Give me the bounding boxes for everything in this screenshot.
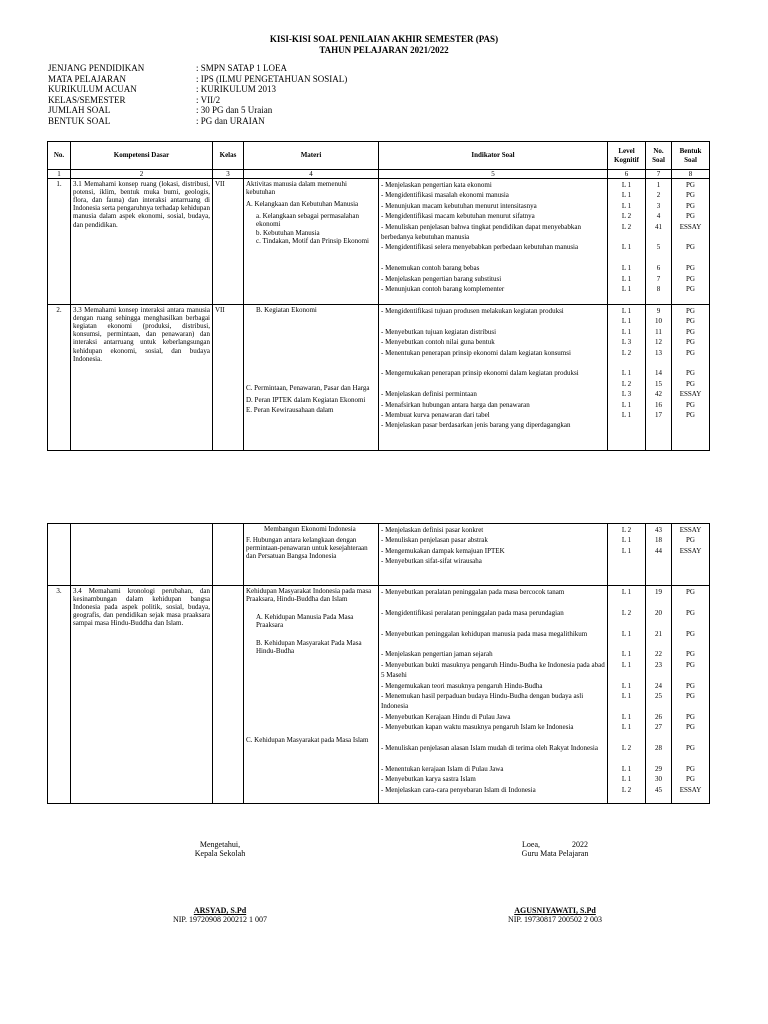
signature-name: ARSYAD, S.Pd	[193, 906, 247, 915]
level-item: L 1	[621, 191, 632, 200]
indikator-list	[379, 179, 608, 305]
level-item: L 1	[621, 400, 632, 409]
header-no-soal: No. Soal	[646, 142, 672, 170]
meta-value: : IPS (ILMU PENGETAHUAN SOSIAL)	[196, 73, 348, 84]
level-item: L 1	[621, 764, 632, 773]
materi-item: A. Kehidupan Manusia Pada Masa Praaksara	[256, 613, 354, 630]
indikator-item: - Menjelaskan pengertian barang substitusi	[381, 274, 502, 283]
nomor-item: 41	[655, 222, 662, 231]
level-item: L 2	[621, 743, 632, 752]
materi-item: c. Tindakan, Motif dan Prinsip Ekonomi	[256, 236, 369, 245]
nomor-item: 42	[655, 390, 662, 399]
materi	[244, 179, 379, 305]
col-number: 6	[608, 170, 646, 179]
level-item: L 1	[621, 307, 632, 316]
indikator-list	[379, 305, 608, 451]
materi-item: D. Peran IPTEK dalam Kegiatan Ekonomi	[246, 396, 366, 405]
materi	[244, 586, 379, 804]
nomor-item: 7	[656, 274, 661, 283]
signature-nip: NIP. 19720908 200212 1 007	[172, 915, 267, 924]
materi-item: C. Permintaan, Penawaran, Pasar dan Harga	[246, 384, 370, 393]
nomor-item: 23	[655, 660, 662, 669]
level-item: L 2	[621, 212, 632, 221]
nomor-item: 20	[655, 608, 662, 617]
level-item: L 1	[621, 588, 632, 596]
level-item: L 1	[621, 546, 632, 555]
bentuk-item: PG	[686, 775, 695, 784]
signature-line2: Guru Mata Pelajaran	[521, 849, 589, 858]
bentuk-item: PG	[686, 764, 695, 773]
indikator-item: - Menjelaskan cara-cara penyebaran Islam di Indonesia	[381, 785, 536, 794]
meta-value: : KURIKULUM 2013	[196, 84, 276, 95]
identity-block	[48, 63, 347, 127]
meta-label: JUMLAH SOAL	[48, 105, 111, 116]
nomor-item: 10	[655, 317, 662, 326]
materi-item: C. Kehidupan Masyarakat pada Masa Islam	[246, 735, 369, 744]
nomor-list	[646, 305, 672, 451]
meta-label: BENTUK SOAL	[48, 115, 111, 126]
bentuk-item: PG	[686, 660, 695, 669]
bentuk-item: ESSAY	[679, 546, 702, 555]
indikator-item: - Menemukan hasil perpaduan budaya Hindu-Budha dengan budaya asli Indonesia	[381, 691, 584, 711]
level-item: L 1	[621, 681, 632, 690]
bentuk-item: PG	[686, 629, 695, 638]
level-item: L 2	[621, 348, 632, 357]
indikator-item: - Mengidentifikasi tujuan produsen melakukan kegiatan produksi	[381, 307, 564, 316]
indikator-item: - Menyebutkan peralatan peninggalan pada masa bercocok tanam	[381, 588, 565, 596]
nomor-item: 1	[656, 181, 661, 190]
bentuk-item: PG	[686, 650, 695, 659]
indikator-item: - Menemukan contoh barang bebas	[381, 264, 480, 273]
level-item: L 1	[621, 691, 632, 700]
header-level: Level Kognitif	[608, 142, 646, 170]
level-item: L 2	[621, 222, 632, 231]
nomor-item: 21	[655, 629, 662, 638]
materi-item: A. Kelangkaan dan Kebutuhan Manusia	[246, 200, 359, 209]
bentuk-item: ESSAY	[679, 390, 702, 399]
materi-item: B. Kegiatan Ekonomi	[256, 306, 317, 315]
nomor-item: 28	[655, 743, 662, 752]
bentuk-item: PG	[686, 274, 695, 283]
indikator-item: - Mengemukakan teori masuknya pengaruh Hindu-Budha	[381, 681, 543, 690]
nomor-list	[646, 179, 672, 305]
bentuk-item: PG	[686, 723, 695, 732]
level-list	[608, 305, 646, 451]
grid-table-page-1	[47, 141, 710, 451]
indikator-item: - Menyebutkan sifat-sifat wirausaha	[381, 557, 482, 566]
materi-item: F. Hubungan antara kelangkaan dengan permintaan-penawaran untuk kesejahteraan dan Persatuan Bangsa Indonesia	[246, 536, 368, 561]
kompetensi-dasar	[71, 524, 213, 586]
bentuk-item: PG	[686, 588, 695, 596]
materi-item: Aktivitas manusia dalam memenuhi kebutuhan	[246, 180, 347, 197]
level-item: L 1	[621, 327, 632, 336]
nomor-item: 30	[655, 775, 662, 784]
level-item: L 3	[621, 338, 632, 347]
bentuk-item: ESSAY	[679, 526, 702, 534]
header-kompetensi: Kompetensi Dasar	[71, 142, 213, 170]
level-item: L 1	[621, 317, 632, 326]
bentuk-item: PG	[686, 348, 695, 357]
indikator-list	[379, 586, 608, 804]
meta-label: MATA PELAJARAN	[48, 73, 127, 84]
indikator-list	[379, 524, 608, 586]
bentuk-item: PG	[686, 243, 695, 252]
nomor-item: 11	[655, 327, 662, 336]
bentuk-item: PG	[686, 201, 695, 210]
meta-label: KELAS/SEMESTER	[48, 94, 126, 105]
col-number: 8	[672, 170, 710, 179]
indikator-item: - Mengidentifikasi masalah ekonomi manusia	[381, 191, 509, 200]
bentuk-item: PG	[686, 369, 695, 378]
bentuk-item: PG	[686, 264, 695, 273]
level-item: L 1	[621, 660, 632, 669]
nomor-list	[646, 524, 672, 586]
kelas: VII	[213, 179, 244, 305]
nomor-item: 14	[655, 369, 662, 378]
kompetensi-dasar: 3.1 Memahami konsep ruang (lokasi, distribusi, potensi, iklim, bentuk muka bumi, geologis, flora, dan fauna) dan interaksi antarruang di Indonesia serta pengaruhnya terhadap kehidupan manusia dalam aspek ekonomi, sosial, budaya, dan pendidikan.	[71, 179, 213, 305]
level-item: L 1	[621, 775, 632, 784]
signature-line2: Kepala Sekolah	[194, 849, 246, 858]
nomor-item: 24	[655, 681, 662, 690]
bentuk-item: PG	[686, 712, 695, 721]
col-number: 4	[244, 170, 379, 179]
nomor-item: 29	[655, 764, 662, 773]
kelas	[213, 524, 244, 586]
meta-label: KURIKULUM ACUAN	[48, 84, 137, 95]
row-no: 1.	[48, 179, 71, 305]
nomor-item: 16	[655, 400, 662, 409]
level-item: L 2	[621, 526, 632, 534]
header-bentuk: Bentuk Soal	[672, 142, 710, 170]
meta-value: : PG dan URAIAN	[196, 115, 265, 126]
nomor-item: 2	[656, 191, 661, 200]
header-no: No.	[48, 142, 71, 170]
col-number: 3	[213, 170, 244, 179]
level-item: L 1	[621, 723, 632, 732]
row-no: 3.	[48, 586, 71, 804]
signature-nip: NIP. 19730817 200502 2 003	[507, 915, 602, 924]
header-indikator: Indikator Soal	[379, 142, 608, 170]
bentuk-item: PG	[686, 400, 695, 409]
bentuk-item: PG	[686, 743, 695, 752]
indikator-item: - Mengemukakan penerapan prinsip ekonomi dalam kegiatan produksi	[381, 369, 579, 378]
nomor-item: 18	[655, 536, 662, 545]
indikator-item: - Menyebutkan Kerajaan Hindu di Pulau Jawa	[381, 712, 511, 721]
bentuk-item: PG	[686, 379, 695, 388]
nomor-item: 43	[655, 526, 662, 534]
indikator-item: - Menyebutkan bukti masuknya pengaruh Hindu-Budha ke Indonesia pada abad 5 Masehi	[381, 660, 605, 680]
bentuk-item: PG	[686, 317, 695, 326]
signature-line1: Loea, 2022	[522, 840, 588, 849]
level-list	[608, 524, 646, 586]
bentuk-item: PG	[686, 608, 695, 617]
table-row	[48, 586, 710, 804]
indikator-item: - Mengemukakan dampak kemajuan IPTEK	[381, 546, 505, 555]
bentuk-item: PG	[686, 338, 695, 347]
meta-value: : 30 PG dan 5 Uraian	[196, 105, 273, 116]
indikator-item: - Menjelaskan pengertian kata ekonomi	[381, 181, 492, 190]
bentuk-item: ESSAY	[679, 222, 702, 231]
signature-headmaster	[150, 840, 290, 924]
col-number: 5	[379, 170, 608, 179]
nomor-item: 17	[655, 411, 662, 420]
nomor-item: 5	[656, 243, 661, 252]
indikator-item: - Menyebutkan tujuan kegiatan distribusi	[381, 327, 497, 336]
nomor-item: 45	[655, 785, 662, 794]
level-item: L 1	[621, 629, 632, 638]
indikator-item: - Menjelaskan pasar berdasarkan jenis barang yang diperdagangkan	[381, 421, 571, 430]
nomor-list	[646, 586, 672, 804]
nomor-item: 19	[655, 588, 662, 596]
indikator-item: - Mengidentifikasi macam kebutuhan menurut sifatnya	[381, 212, 535, 221]
indikator-item: - Menuliskan penjelasan bahwa tingkat pendidikan dapat menyebabkan berbedanya kebutuhan manusia	[381, 222, 582, 242]
row-no	[48, 524, 71, 586]
nomor-item: 27	[655, 723, 662, 732]
col-number: 7	[646, 170, 672, 179]
indikator-item: - Menyebutkan karya sastra Islam	[381, 775, 476, 784]
document-subtitle: TAHUN PELAJARAN 2021/2022	[319, 45, 449, 55]
nomor-item: 4	[656, 212, 661, 221]
bentuk-item: PG	[686, 212, 695, 221]
nomor-item: 13	[655, 348, 662, 357]
bentuk-item: PG	[686, 681, 695, 690]
header-kelas: Kelas	[213, 142, 244, 170]
bentuk-item: PG	[686, 327, 695, 336]
level-item: L 2	[621, 608, 632, 617]
bentuk-item: PG	[686, 181, 695, 190]
level-item: L 1	[621, 285, 632, 294]
indikator-item: - Menjelaskan definisi permintaan	[381, 390, 477, 399]
indikator-item: - Menentukan penerapan prinsip ekonomi dalam kegiatan konsumsi	[381, 348, 571, 357]
indikator-item: - Menyebutkan peninggalan kehidupan manusia pada masa megalithikum	[381, 629, 588, 638]
level-item: L 1	[621, 411, 632, 420]
nomor-item: 15	[655, 379, 662, 388]
nomor-item: 3	[656, 201, 661, 210]
indikator-item: - Menjelaskan pengertian jaman sejarah	[381, 650, 493, 659]
kompetensi-dasar: 3.3 Memahami konsep interaksi antara manusia dengan ruang sehingga menghasilkan berbagai kegiatan ekonomi (produksi, distribusi, konsumsi, permintaan, dan penawaran) dan interaksi antarruang untuk keberlangsungan kehidupan ekonomi, sosial, dan budaya Indonesia.	[71, 305, 213, 451]
level-item: L 1	[621, 536, 632, 545]
signature-teacher	[480, 840, 630, 924]
level-item: L 2	[621, 785, 632, 794]
indikator-item: - Menunjukan macam kebutuhan menurut intensitasnya	[381, 201, 537, 210]
kelas: VII	[213, 305, 244, 451]
indikator-item: - Menyebutkan contoh nilai guna bentuk	[381, 338, 495, 347]
meta-value: : SMPN SATAP 1 LOEA	[196, 63, 287, 73]
materi	[244, 305, 379, 451]
bentuk-list	[672, 179, 710, 305]
meta-value: : VII/2	[196, 94, 221, 105]
level-item: L 1	[621, 369, 632, 378]
nomor-item: 8	[656, 285, 661, 294]
materi-item: B. Kehidupan Masyarakat Pada Masa Hindu-Budha	[256, 639, 362, 656]
indikator-item: - Menafsirkan hubungan antara harga dan penawaran	[381, 400, 530, 409]
meta-label: JENJANG PENDIDIKAN	[48, 63, 145, 73]
indikator-item: - Menentukan kerajaan Islam di Pulau Jawa	[381, 764, 504, 773]
indikator-item: - Menyebutkan kapan waktu masuknya pengaruh Islam ke Indonesia	[381, 723, 574, 732]
materi-item: Kehidupan Masyarakat Indonesia pada masa Praaksara, Hindu-Buddha dan Islam	[246, 587, 372, 604]
materi	[244, 524, 379, 586]
level-item: L 2	[621, 379, 632, 388]
bentuk-item: PG	[686, 307, 695, 316]
materi-item: a. Kelangkaan sebagai permasalahan ekonomi	[256, 212, 360, 229]
level-item: L 1	[621, 274, 632, 283]
bentuk-item: ESSAY	[679, 785, 702, 794]
level-item: L 1	[621, 650, 632, 659]
indikator-item: - Menuliskan penjelasan alasan Islam mudah di terima oleh Rakyat Indonesia	[381, 743, 598, 752]
level-item: L 1	[621, 264, 632, 273]
col-number: 2	[71, 170, 213, 179]
indikator-item: - Membuat kurva penawaran dari tabel	[381, 411, 490, 420]
indikator-item: - Mengidentifikasi selera menyebabkan perbedaan kebutuhan manusia	[381, 243, 579, 252]
materi-item: E. Peran Kewirausahaan dalam	[246, 406, 334, 415]
kompetensi-dasar: 3.4 Memahami kronologi perubahan, dan kesinambungan dalam kehidupan bangsa Indonesia pada aspek politik, sosial, budaya, geografis, dan pendidikan sejak masa praaksara sampai masa Hindu-Buddha dan Islam.	[71, 586, 213, 804]
signature-name: AGUSNIYAWATI, S.Pd	[514, 906, 596, 915]
level-list	[608, 586, 646, 804]
signature-line1: Mengetahui,	[199, 840, 241, 849]
nomor-item: 9	[656, 307, 661, 316]
level-list	[608, 179, 646, 305]
table-row	[48, 524, 710, 586]
bentuk-list	[672, 524, 710, 586]
nomor-item: 26	[655, 712, 662, 721]
indikator-item: - Menjelaskan definisi pasar konkret	[381, 526, 484, 534]
nomor-item: 22	[655, 650, 662, 659]
header-materi: Materi	[244, 142, 379, 170]
bentuk-item: PG	[686, 536, 695, 545]
document-title: KISI-KISI SOAL PENILAIAN AKHIR SEMESTER (PAS)	[269, 34, 499, 44]
row-no: 2.	[48, 305, 71, 451]
level-item: L 1	[621, 201, 632, 210]
materi-item: b. Kebutuhan Manusia	[256, 228, 320, 237]
nomor-item: 25	[655, 691, 662, 700]
nomor-item: 6	[656, 264, 661, 273]
bentuk-item: PG	[686, 691, 695, 700]
materi-item: Membangun Ekonomi Indonesia	[264, 525, 356, 533]
level-item: L 1	[621, 243, 632, 252]
indikator-item: - Menunjukan contoh barang komplementer	[381, 285, 505, 294]
bentuk-list	[672, 586, 710, 804]
bentuk-item: PG	[686, 285, 695, 294]
nomor-item: 44	[655, 546, 662, 555]
indikator-item: - Mengidentifikasi peralatan peninggalan pada masa perundagian	[381, 608, 564, 617]
table-row	[48, 305, 710, 451]
grid-table-page-2	[47, 523, 710, 804]
bentuk-item: PG	[686, 411, 695, 420]
col-number: 1	[48, 170, 71, 179]
indikator-item: - Menuliskan penjelasan pasar abstrak	[381, 536, 488, 545]
level-item: L 1	[621, 712, 632, 721]
bentuk-list	[672, 305, 710, 451]
kelas	[213, 586, 244, 804]
level-item: L 3	[621, 390, 632, 399]
level-item: L 1	[621, 181, 632, 190]
nomor-item: 12	[655, 338, 662, 347]
table-row	[48, 179, 710, 305]
bentuk-item: PG	[686, 191, 695, 200]
